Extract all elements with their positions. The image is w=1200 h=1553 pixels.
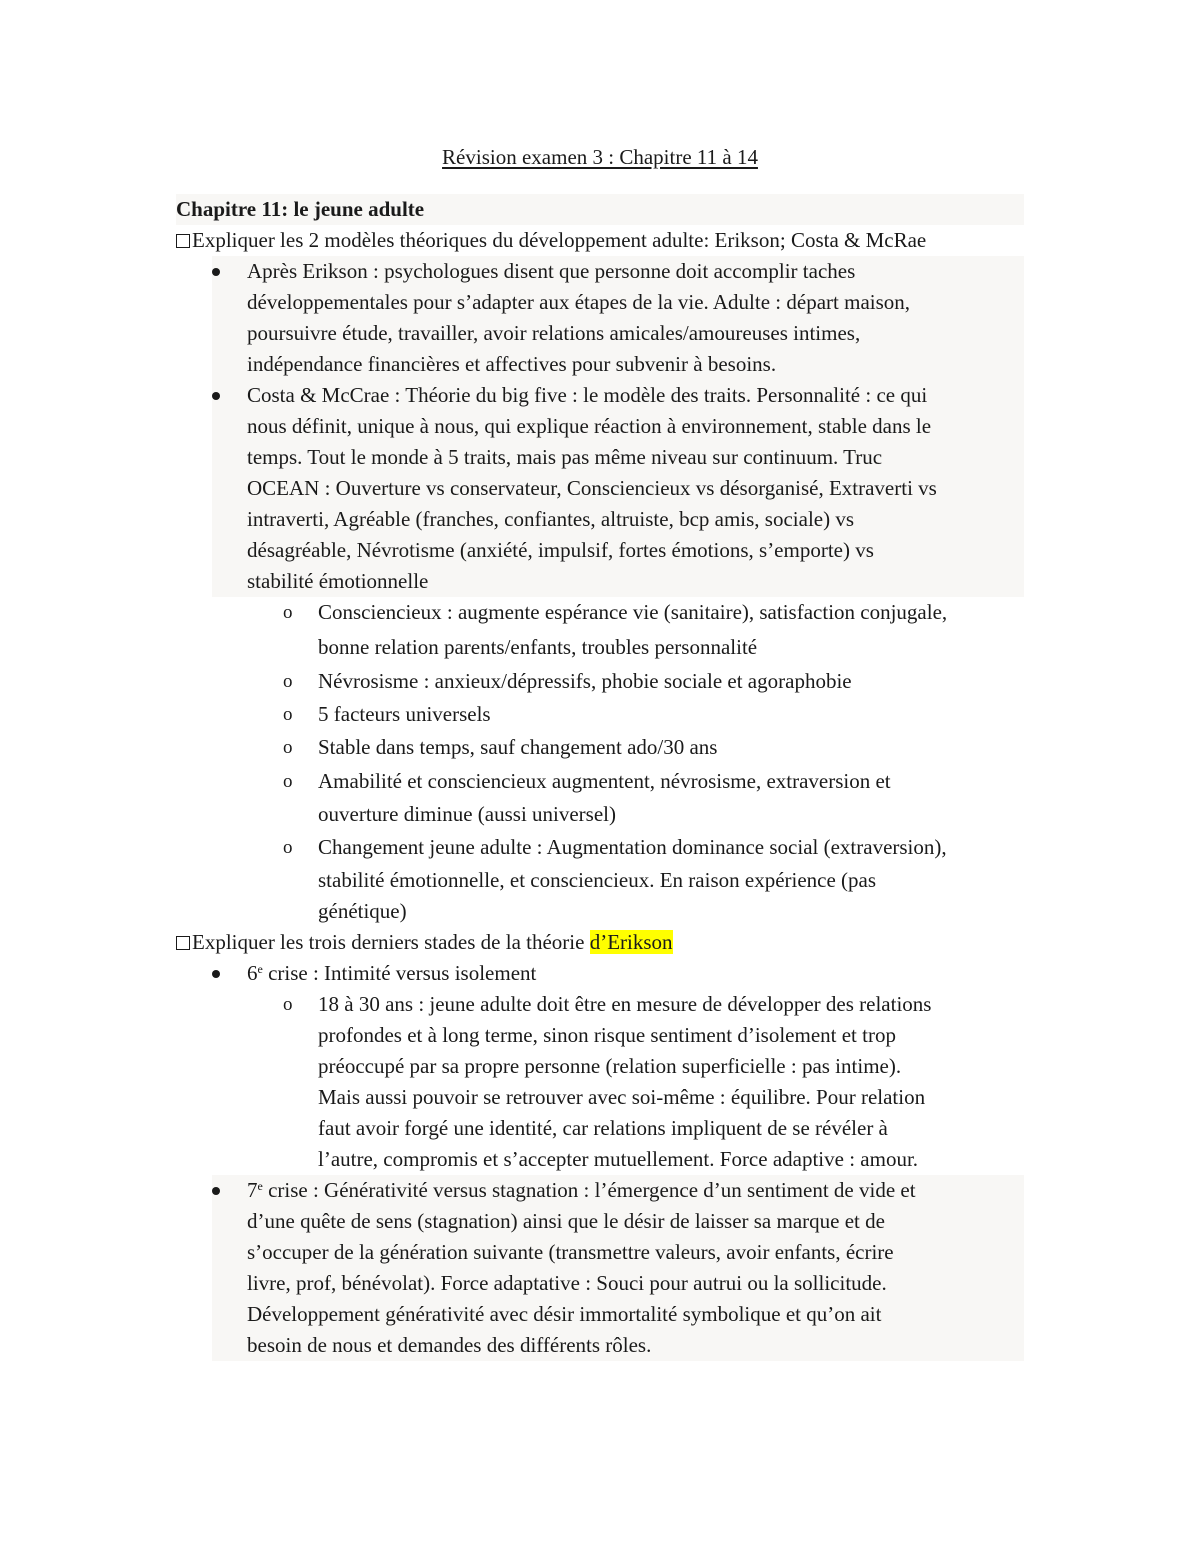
bullet-2-line: désagréable, Névrotisme (anxiété, impulsif, fortes émotions, s’emporte) vs: [247, 538, 874, 562]
sub-bullet-line: stabilité émotionnelle, et consciencieux. En raison expérience (pas: [318, 868, 877, 892]
sub-bullet-line: profondes et à long terme, sinon risque sentiment d’isolement et trop: [318, 1023, 896, 1047]
crisis-6-sub-list: [283, 989, 1024, 1175]
crisis-6-text: crise : Intimité versus isolement: [262, 961, 537, 985]
sub-bullet: [283, 699, 1024, 730]
sub-bullet: [283, 989, 1024, 1175]
bullet-erikson: [212, 256, 1024, 380]
sub-bullet-line: 18 à 30 ans : jeune adulte doit être en mesure de développer des relations: [318, 992, 932, 1016]
bullet-1-line: poursuivre étude, travailler, avoir relations amicales/amoureuses intimes,: [247, 321, 861, 345]
bullet-1-line: Après Erikson : psychologues disent que personne doit accomplir taches: [247, 259, 856, 283]
crisis-7-line: besoin de nous et demandes des différents rôles.: [247, 1333, 652, 1357]
sub-bullet-icon: o: [283, 737, 293, 758]
bullet-2-line: Costa & McCrae : Théorie du big five : le modèle des traits. Personnalité : ce qui: [247, 383, 928, 407]
sub-bullet-line: Consciencieux : augmente espérance vie (sanitaire), satisfaction conjugale,: [318, 600, 948, 624]
bullet-icon: [212, 970, 220, 978]
crisis-7-line: d’une quête de sens (stagnation) ainsi que le désir de laisser sa marque et de: [247, 1209, 885, 1233]
objective-2: [176, 927, 1024, 958]
sub-bullet-line: Amabilité et consciencieux augmentent, névrosisme, extraversion et: [318, 769, 891, 793]
sub-bullet: [283, 766, 1024, 830]
sub-bullet-line: bonne relation parents/enfants, troubles personnalité: [318, 635, 758, 659]
bullet-icon: [212, 1187, 220, 1195]
checkbox-icon: [176, 936, 190, 950]
bullet-2-line: stabilité émotionnelle: [247, 569, 429, 593]
sub-bullet-line: Névrosisme : anxieux/dépressifs, phobie sociale et agoraphobie: [318, 669, 852, 693]
crisis-6-number: 6: [247, 961, 258, 985]
sub-bullet-icon: o: [283, 602, 293, 623]
bullet-icon: [212, 268, 220, 276]
sub-bullet-icon: o: [283, 704, 293, 725]
sub-bullet-icon: o: [283, 771, 293, 792]
bullet-2-line: intraverti, Agréable (franches, confiantes, altruiste, bcp amis, sociale) vs: [247, 507, 855, 531]
sub-bullet-line: 5 facteurs universels: [318, 702, 491, 726]
highlighted-text: d’Erikson: [589, 930, 673, 954]
sub-bullet-line: Mais aussi pouvoir se retrouver avec soi-même : équilibre. Pour relation: [318, 1085, 926, 1109]
sub-bullet-icon: o: [283, 837, 293, 858]
bullet-costa-mccrae: [212, 380, 1024, 597]
page-title: Révision examen 3 : Chapitre 11 à 14: [442, 145, 758, 169]
bullet-crisis-7: [212, 1175, 1024, 1361]
bullet-2-line: temps. Tout le monde à 5 traits, mais pas même niveau sur continuum. Truc: [247, 445, 883, 469]
crisis-7-line: s’occuper de la génération suivante (transmettre valeurs, avoir enfants, écrire: [247, 1240, 894, 1264]
crisis-7-heading: [247, 1175, 1024, 1206]
sub-bullet: [283, 666, 1024, 697]
crisis-7-superscript: e: [257, 1179, 263, 1193]
crisis-7-line: livre, prof, bénévolat). Force adaptative : Souci pour autrui ou la sollicitude.: [247, 1271, 887, 1295]
objective-2-text: Expliquer les trois derniers stades de la théorie: [192, 930, 590, 954]
sub-bullet-line: ouverture diminue (aussi universel): [318, 802, 616, 826]
bullet-1-line: développementales pour s’adapter aux étapes de la vie. Adulte : départ maison,: [247, 290, 911, 314]
sub-bullet: [283, 832, 1024, 927]
objective-1-text: Expliquer les 2 modèles théoriques du développement adulte: Erikson; Costa & McRae: [192, 228, 927, 252]
crisis-6-heading: [247, 958, 1024, 989]
sub-bullet-line: l’autre, compromis et s’accepter mutuellement. Force adaptive : amour.: [318, 1147, 919, 1171]
sub-bullet-line: préoccupé par sa propre personne (relation superficielle : pas intime).: [318, 1054, 902, 1078]
sub-bullet: [283, 597, 1024, 663]
sub-bullet-line: génétique): [318, 899, 407, 923]
sub-bullet-line: faut avoir forgé une identité, car relations impliquent de se révéler à: [318, 1116, 888, 1140]
crisis-6-superscript: e: [257, 962, 263, 976]
sub-bullet: [283, 732, 1024, 763]
bullet-1-line: indépendance financières et affectives pour subvenir à besoins.: [247, 352, 777, 376]
chapter-heading: Chapitre 11: le jeune adulte: [176, 194, 1024, 225]
bullet-2-line: OCEAN : Ouverture vs conservateur, Consciencieux vs désorganisé, Extraverti vs: [247, 476, 937, 500]
sub-bullet-icon: o: [283, 994, 293, 1015]
crisis-7-line: Développement générativité avec désir immortalité symbolique et qu’on ait: [247, 1302, 882, 1326]
checkbox-icon: [176, 234, 190, 248]
crisis-7-text: crise : Générativité versus stagnation : l’émergence d’un sentiment de vide et: [262, 1178, 916, 1202]
sub-bullet-line: Stable dans temps, sauf changement ado/30 ans: [318, 735, 718, 759]
sub-bullet-line: Changement jeune adulte : Augmentation dominance social (extraversion),: [318, 835, 947, 859]
objective-1: [176, 225, 1024, 256]
crisis-7-number: 7: [247, 1178, 258, 1202]
document-body: [176, 194, 1024, 1361]
bullet-crisis-6: [212, 958, 1024, 989]
big-five-sub-list: [283, 597, 1024, 927]
bullet-icon: [212, 392, 220, 400]
sub-bullet-icon: o: [283, 671, 293, 692]
bullet-2-line: nous définit, unique à nous, qui explique réaction à environnement, stable dans le: [247, 414, 932, 438]
